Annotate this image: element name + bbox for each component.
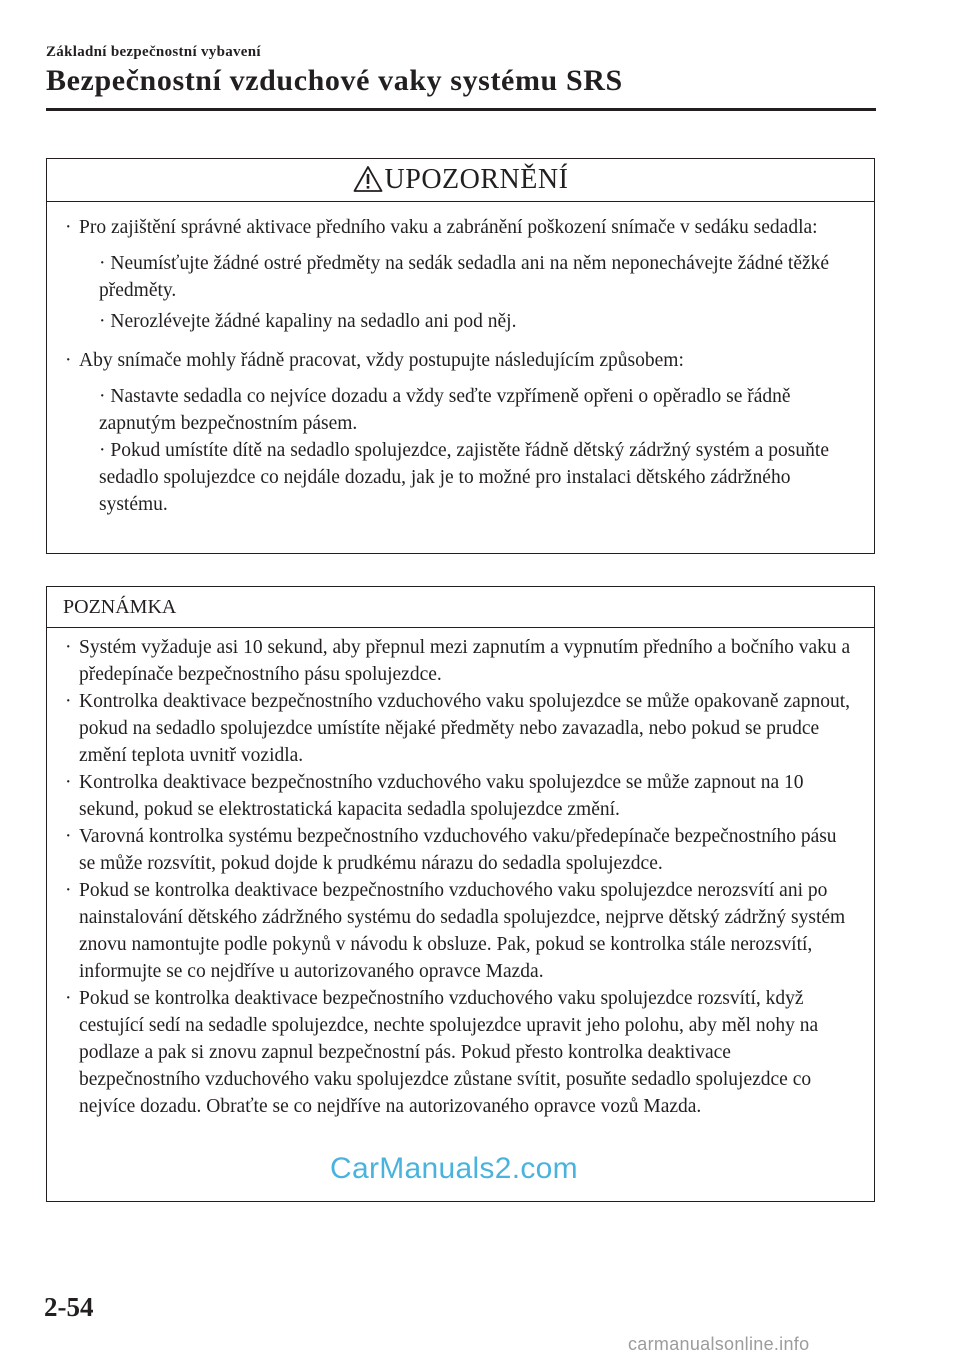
note-item (63, 985, 856, 1120)
note-item (63, 877, 856, 985)
note-item-text: Kontrolka deaktivace bezpečnostního vzduchového vaku spolujezdce se může zapnout na 10 sekund, pokud se elektrostatická kapacita sedadla spolujezdce změní. (79, 772, 804, 820)
warning-box (46, 158, 875, 554)
note-item-text: Pokud se kontrolka deaktivace bezpečnostního vzduchového vaku spolujezdce nerozsvítí ani po nainstalování dětského zádržného systému do sedadla spolujezdce, nejprve dětský zádržný systém znovu namontujte podle pokynů v návodu k obsluze. Pak, pokud se kontrolka stále nerozsvítí, informujte se co nejdříve u autorizovaného opravce Mazda. (79, 880, 846, 982)
warning-subitem (63, 437, 856, 518)
note-body (47, 628, 874, 1120)
warning-item-text: Aby snímače mohly řádně pracovat, vždy postupujte následujícím způsobem: (79, 350, 684, 371)
watermark: CarManuals2.com (330, 1152, 578, 1185)
warning-subitem (63, 383, 856, 437)
warning-subitem (63, 308, 856, 335)
note-item (63, 823, 856, 877)
warning-triangle-icon (353, 165, 383, 193)
warning-subitem-text: Neumísťujte žádné ostré předměty na sedák sedadla ani na něm neponechávejte žádné těžké předměty. (99, 253, 830, 301)
note-item-text: Kontrolka deaktivace bezpečnostního vzduchového vaku spolujezdce se může opakovaně zapnout, pokud na sedadlo spolujezdce umístíte nějaké předměty nebo zavazadla, nebo pokud se prudce změní teplota uvnitř vozidla. (79, 691, 851, 766)
bullet: · (99, 440, 106, 461)
note-item (63, 634, 856, 688)
note-item-text: Varovná kontrolka systému bezpečnostního vzduchového vaku/předepínače bezpečnostního pásu se může rozsvítit, pokud dojde k prudkému nárazu do sedadla spolujezdce. (79, 826, 837, 874)
bullet: · (65, 637, 72, 658)
bullet: · (65, 691, 72, 712)
section-label: Základní bezpečnostní vybavení (46, 44, 261, 60)
bullet: · (99, 253, 106, 274)
warning-subitem-text: Pokud umístíte dítě na sedadlo spolujezdce, zajistěte řádně dětský zádržný systém a posuňte sedadlo spolujezdce co nejdále dozadu, jak je to možné pro instalaci dětského zádržného systému. (99, 440, 829, 515)
note-title: POZNÁMKA (63, 595, 177, 618)
note-item (63, 688, 856, 769)
warning-item-text: Pro zajištění správné aktivace předního vaku a zabránění poškození snímače v sedáku sedadla: (79, 217, 818, 238)
bullet: · (65, 826, 72, 847)
warning-subitem-text: Nerozlévejte žádné kapaliny na sedadlo ani pod něj. (110, 311, 517, 332)
warning-body (47, 202, 874, 518)
warning-subitem (63, 250, 856, 304)
note-item-text: Pokud se kontrolka deaktivace bezpečnostního vzduchového vaku spolujezdce rozsvítí, když cestující sedí na sedadle spolujezdce, nechte spolujezdce upravit jeho polohu, aby měl nohy na podlaze a pak si znovu zapnul bezpečnostní pás. Pokud přesto kontrolka deaktivace bezpečnostního vzduchového vaku spolujezdce zůstane svítit, posuňte sedadlo spolujezdce co nejvíce dozadu. Obraťte se co nejdříve na autorizovaného opravce vozů Mazda. (79, 988, 819, 1117)
bullet: · (65, 880, 72, 901)
title-rule (46, 108, 876, 111)
warning-title: UPOZORNĚNÍ (384, 164, 569, 195)
bullet: · (65, 772, 72, 793)
note-header (47, 587, 874, 628)
bullet: · (65, 988, 72, 1009)
note-box (46, 586, 875, 1202)
warning-header (47, 159, 874, 202)
note-item (63, 769, 856, 823)
bullet: · (99, 311, 106, 332)
bullet: · (99, 386, 106, 407)
warning-subitem-text: Nastavte sedadla co nejvíce dozadu a vždy seďte vzpřímeně opřeni o opěradlo se řádně zapnutým bezpečnostním pásem. (99, 386, 791, 434)
page-number: 2-54 (44, 1292, 94, 1322)
warning-item (63, 214, 856, 241)
bullet: · (65, 217, 72, 238)
page-title: Bezpečnostní vzduchové vaky systému SRS (46, 64, 623, 97)
warning-item (63, 347, 856, 374)
site-watermark: carmanualsonline.info (628, 1334, 810, 1354)
bullet: · (65, 350, 72, 371)
note-item-text: Systém vyžaduje asi 10 sekund, aby přepnul mezi zapnutím a vypnutím předního a bočního vaku a předepínače bezpečnostního pásu spolujezdce. (79, 637, 851, 685)
